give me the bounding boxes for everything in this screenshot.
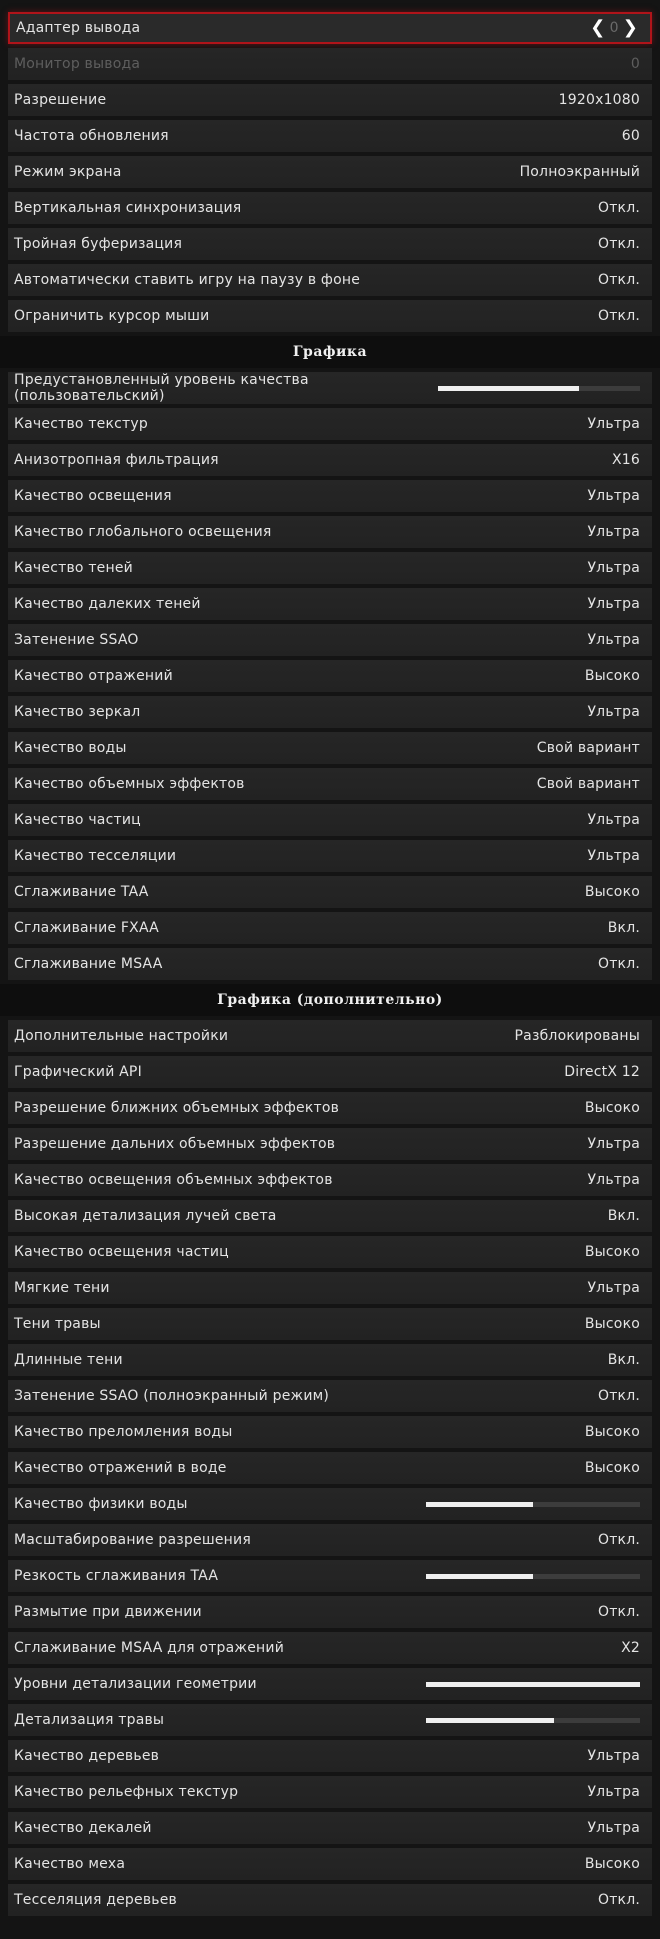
settings-group-graphics-advanced	[0, 1020, 660, 1916]
setting-label: Качество отражений в воде	[14, 1460, 227, 1476]
setting-value: DirectX 12	[564, 1064, 640, 1080]
setting-value: Ультра	[587, 1280, 640, 1296]
setting-row[interactable]	[8, 264, 652, 296]
setting-label: Анизотропная фильтрация	[14, 452, 219, 468]
setting-value: Высоко	[584, 1100, 640, 1116]
settings-group-display	[0, 12, 660, 332]
setting-row[interactable]	[8, 372, 652, 404]
setting-label: Качество освещения частиц	[14, 1244, 229, 1260]
section-header-graphics-advanced: Графика (дополнительно)	[0, 984, 660, 1016]
slider-fill	[426, 1574, 533, 1579]
setting-value: Вкл.	[607, 920, 640, 936]
setting-row[interactable]	[8, 516, 652, 548]
setting-value: Ультра	[587, 1172, 640, 1188]
setting-value: Откл.	[597, 1604, 640, 1620]
setting-label: Масштабирование разрешения	[14, 1532, 251, 1548]
slider-fill	[438, 386, 579, 391]
setting-value: Полноэкранный	[519, 164, 640, 180]
setting-row[interactable]	[8, 804, 652, 836]
setting-slider[interactable]	[426, 1502, 640, 1507]
setting-value: Свой вариант	[536, 740, 640, 756]
setting-value: Ультра	[587, 560, 640, 576]
setting-label: Тесселяция деревьев	[14, 1892, 178, 1908]
setting-row[interactable]	[8, 1776, 652, 1808]
setting-row[interactable]	[8, 1848, 652, 1880]
setting-value: X16	[611, 452, 640, 468]
setting-value: Ультра	[587, 1136, 640, 1152]
setting-slider[interactable]	[426, 1682, 640, 1687]
setting-row	[8, 48, 652, 80]
setting-slider[interactable]	[426, 1574, 640, 1579]
setting-value: Ультра	[587, 632, 640, 648]
setting-row[interactable]	[8, 1884, 652, 1916]
setting-label: Качество меха	[14, 1856, 126, 1872]
slider-fill	[426, 1718, 554, 1723]
setting-value: Ультра	[587, 1748, 640, 1764]
setting-row[interactable]	[8, 732, 652, 764]
setting-label: Качество отражений	[14, 668, 173, 684]
setting-value: Свой вариант	[536, 776, 640, 792]
slider-fill	[426, 1502, 533, 1507]
setting-label: Сглаживание FXAA	[14, 920, 159, 936]
setting-label: Качество глобального освещения	[14, 524, 272, 540]
setting-row[interactable]	[8, 768, 652, 800]
chevron-right-icon[interactable]: ❯	[622, 17, 638, 38]
setting-value: Ультра	[587, 416, 640, 432]
setting-label: Качество деревьев	[14, 1748, 160, 1764]
setting-label: Дополнительные настройки	[14, 1028, 229, 1044]
setting-value: Откл.	[597, 1532, 640, 1548]
setting-value: X2	[621, 1640, 640, 1656]
setting-label: Качество далеких теней	[14, 596, 201, 612]
setting-row[interactable]	[8, 1812, 652, 1844]
setting-row[interactable]	[8, 840, 652, 872]
settings-group-graphics	[0, 372, 660, 980]
setting-label: Детализация травы	[14, 1712, 165, 1728]
setting-value: Ультра	[587, 704, 640, 720]
setting-row[interactable]	[8, 1488, 652, 1520]
setting-row[interactable]	[8, 624, 652, 656]
setting-label: Качество воды	[14, 740, 127, 756]
setting-label: Размытие при движении	[14, 1604, 202, 1620]
setting-row[interactable]	[8, 1308, 652, 1340]
setting-value: Ультра	[587, 1784, 640, 1800]
setting-value: Высоко	[584, 1316, 640, 1332]
setting-value: Ультра	[587, 812, 640, 828]
setting-label: Адаптер вывода	[16, 20, 141, 36]
setting-label: Автоматически ставить игру на паузу в фоне	[14, 272, 361, 288]
setting-row[interactable]	[8, 1416, 652, 1448]
setting-label: Качество частиц	[14, 812, 141, 828]
setting-label: Качество преломления воды	[14, 1424, 233, 1440]
setting-label: Сглаживание TAA	[14, 884, 149, 900]
setting-label: Предустановленный уровень качества (пользовательский)	[14, 372, 309, 404]
setting-label: Графический API	[14, 1064, 142, 1080]
setting-row[interactable]	[8, 1452, 652, 1484]
setting-row[interactable]	[8, 1596, 652, 1628]
setting-label: Режим экрана	[14, 164, 122, 180]
setting-label: Сглаживание MSAA	[14, 956, 163, 972]
setting-row[interactable]	[8, 1056, 652, 1088]
setting-label: Качество объемных эффектов	[14, 776, 245, 792]
setting-row[interactable]	[8, 120, 652, 152]
setting-row[interactable]	[8, 1200, 652, 1232]
setting-label: Качество текстур	[14, 416, 148, 432]
setting-row[interactable]	[8, 1272, 652, 1304]
setting-label: Затенение SSAO (полноэкранный режим)	[14, 1388, 330, 1404]
slider-fill	[426, 1682, 640, 1687]
setting-value: 60	[621, 128, 640, 144]
setting-value: Высоко	[584, 1424, 640, 1440]
setting-value: 0	[609, 20, 619, 36]
setting-label: Разрешение	[14, 92, 107, 108]
setting-label: Затенение SSAO	[14, 632, 139, 648]
setting-row[interactable]	[8, 1524, 652, 1556]
setting-value: Откл.	[597, 200, 640, 216]
setting-label: Качество тесселяции	[14, 848, 177, 864]
setting-row[interactable]	[8, 912, 652, 944]
setting-value: Откл.	[597, 956, 640, 972]
setting-label: Тройная буферизация	[14, 236, 183, 252]
setting-label: Качество теней	[14, 560, 133, 576]
setting-slider[interactable]	[426, 1718, 640, 1723]
setting-row[interactable]	[8, 408, 652, 440]
setting-selector	[590, 19, 638, 37]
setting-row[interactable]	[8, 1092, 652, 1124]
setting-value: Откл.	[597, 272, 640, 288]
setting-label: Высокая детализация лучей света	[14, 1208, 277, 1224]
setting-value: Ультра	[587, 596, 640, 612]
setting-value: Высоко	[584, 1244, 640, 1260]
setting-label: Сглаживание MSAA для отражений	[14, 1640, 284, 1656]
setting-value: Ультра	[587, 524, 640, 540]
setting-value: Высоко	[584, 1460, 640, 1476]
setting-label: Частота обновления	[14, 128, 169, 144]
setting-value: Разблокированы	[514, 1028, 640, 1044]
setting-row[interactable]	[8, 1668, 652, 1700]
setting-value: Ультра	[587, 1820, 640, 1836]
setting-value: Откл.	[597, 1892, 640, 1908]
setting-label: Ограничить курсор мыши	[14, 308, 210, 324]
setting-value: Откл.	[597, 1388, 640, 1404]
setting-row[interactable]	[8, 660, 652, 692]
setting-label: Разрешение дальних объемных эффектов	[14, 1136, 336, 1152]
setting-label: Качество физики воды	[14, 1496, 188, 1512]
settings-menu	[0, 12, 660, 1916]
setting-row[interactable]	[8, 480, 652, 512]
setting-row[interactable]	[8, 300, 652, 332]
setting-row[interactable]	[8, 588, 652, 620]
setting-row[interactable]	[8, 1632, 652, 1664]
setting-label: Качество зеркал	[14, 704, 141, 720]
setting-label: Качество рельефных текстур	[14, 1784, 239, 1800]
setting-row[interactable]	[8, 156, 652, 188]
setting-row[interactable]	[8, 192, 652, 224]
setting-label: Монитор вывода	[14, 56, 141, 72]
setting-value: Высоко	[584, 1856, 640, 1872]
setting-row[interactable]	[8, 1236, 652, 1268]
section-header-graphics: Графика	[0, 336, 660, 368]
setting-label: Уровни детализации геометрии	[14, 1676, 257, 1692]
setting-label: Вертикальная синхронизация	[14, 200, 242, 216]
setting-row[interactable]	[8, 84, 652, 116]
setting-label: Тени травы	[14, 1316, 101, 1332]
setting-row[interactable]	[8, 1164, 652, 1196]
setting-value: 0	[630, 56, 640, 72]
setting-row[interactable]	[8, 876, 652, 908]
setting-value: Вкл.	[607, 1352, 640, 1368]
setting-value: Откл.	[597, 236, 640, 252]
setting-value: Высоко	[584, 668, 640, 684]
setting-label: Качество декалей	[14, 1820, 152, 1836]
setting-value: 1920x1080	[558, 92, 640, 108]
setting-row[interactable]	[8, 1704, 652, 1736]
chevron-left-icon[interactable]: ❮	[590, 17, 606, 38]
setting-row[interactable]	[8, 228, 652, 260]
setting-label: Длинные тени	[14, 1352, 123, 1368]
setting-row[interactable]	[8, 12, 652, 44]
setting-value: Ультра	[587, 488, 640, 504]
setting-value: Вкл.	[607, 1208, 640, 1224]
setting-label: Качество освещения объемных эффектов	[14, 1172, 333, 1188]
setting-row[interactable]	[8, 1020, 652, 1052]
setting-row[interactable]	[8, 552, 652, 584]
setting-label: Качество освещения	[14, 488, 172, 504]
setting-row[interactable]	[8, 444, 652, 476]
setting-label: Резкость сглаживания TAA	[14, 1568, 219, 1584]
setting-value: Высоко	[584, 884, 640, 900]
setting-row[interactable]	[8, 948, 652, 980]
setting-row[interactable]	[8, 1344, 652, 1376]
setting-row[interactable]	[8, 1560, 652, 1592]
setting-row[interactable]	[8, 1128, 652, 1160]
setting-label: Разрешение ближних объемных эффектов	[14, 1100, 340, 1116]
setting-row[interactable]	[8, 1740, 652, 1772]
setting-row[interactable]	[8, 696, 652, 728]
setting-slider[interactable]	[438, 386, 640, 391]
setting-row[interactable]	[8, 1380, 652, 1412]
setting-value: Откл.	[597, 308, 640, 324]
setting-value: Ультра	[587, 848, 640, 864]
setting-label: Мягкие тени	[14, 1280, 110, 1296]
